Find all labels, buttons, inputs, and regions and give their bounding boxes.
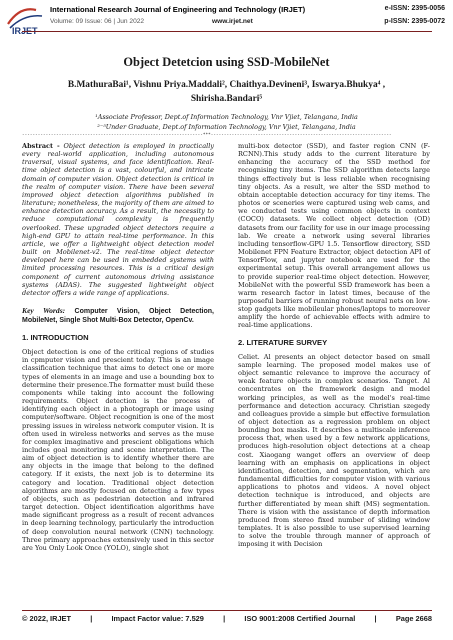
copyright: © 2022, IRJET — [22, 614, 71, 623]
journal-footer — [22, 614, 432, 623]
journal-header — [0, 0, 453, 42]
volume-issue: Volume: 09 Issue: 06 | Jun 2022 — [50, 18, 145, 25]
keywords-label: Key Words: — [22, 305, 66, 315]
affiliation-1: ¹Associate Professor, Dept.of Information Technology, Vnr Vjiet, Telangana, India — [95, 113, 358, 121]
introduction-continued: multi-box detector (SSD), and faster region CNN (F-RCNN).This study adds to the current literature by enhancing the accuracy of the SSD method for recognising tiny items. The SSD algorithm detects large things effectively but is less reliable when recognising tiny objects. As a result, we alter the SSD method to obtain acceptable detection accuracy for tiny items. The photos or sceneries were captured using web cams, and we conducted tests using common objects in context (COCO) datasets. We collect object detection (OD) datasets from our facility for use in our image processing lab. We create a network using several libraries including tensorflow-GPU 1.5. Tensorflow directory, SSD Mobilenet FPN Feature Extractor, object detection API of TensorFlow, and jupyter notebook are used for the experimental setup. This overall arrangement allows us to provide superior real-time object detection. However, MobileNet with the powerful SSD framework has been a warm research factor in latest times, because of the purposeful barriers of running robust neural nets on low-stop gadgets like mobileular phones/laptops to moreover amplify the horde of achievable effects with admire to real-time applications. — [238, 142, 430, 330]
keywords-text: Computer Vision, Object Detection, MobileNet, Single Shot Multi-Box Detector, OpenCv. — [22, 307, 215, 324]
keywords — [22, 306, 214, 325]
iso-certification: ISO 9001:2008 Certified Journal — [244, 614, 356, 623]
logo-text: IRJET — [12, 26, 38, 36]
literature-survey-text: Celiet. Al presents an object detector based on small sample learning. The proposed model makes use of object semantic relevance to improve the accuracy of weak feature objects in complex scenarios. Tanget. Al concentrates on the framework design and model working principles, as well as the model's real-time performance and detection accuracy. Christian szegedy and colleagues provide a simple but effective formulation of object detection as a regression problem on object bounding box masks. It describes a multiscale inference process that, when used by a few network applications, produces high-resolution object detections at a cheap cost. Xiaogang wanget offers an overview of deep learning with an emphasis on applications in object identification, detection, and segmentation, which are fundamental difficulties for computer vision with various applications to photos and videos. A novel object detection technique is introduced, and objects are further differentiated by mean shift (MS) segmentation. There is vision with the assistance of depth information produced from stereo fixed number of sliding window templates. It is also possible to use supervised learning to solve the trouble through manner of approach of imposing it with Decision — [238, 352, 430, 549]
footer-divider: | — [374, 614, 377, 623]
introduction-text: Object detection is one of the critical regions of studies in cpmputer vision and prescient today. This is an image classification technique that aims to detect one or more types of elements in an image and use a bounding box to determine their presence.The formatter must build these components while taking into account the following requirements. Object detection is the process of identifying each object in a photograph or image using computer/software. Object recognition is one of the most pressing issues in wireless network computer vision. It is often used in wireless networks and serves as the muse for complex imaginative and prescient obligations which includes goal monitoring and scene interpretation. The aim of object detection is to identify whether there are any objects in the image that belong to the defined category. If it exists, the next job is to determine its category and location. Traditional object detection algorithms are mostly focused on detecting a few types of objects, such as pedestrian detection and infrared target detection. Object identification algorithms have made significant progress as a result of recent advances in deep learning technology, particularly the introduction of deep convolution neural network (CNN) technology. Three primary approaches extensively used in this sector are You Only Look Once (YOLO), single shot — [22, 348, 214, 552]
impact-factor: Impact Factor value: 7.529 — [111, 614, 204, 623]
abstract-label: Abstract - — [22, 142, 60, 150]
abstract — [22, 142, 214, 297]
paper-title: Object Detetcion using SSD-MobileNet — [123, 55, 330, 69]
p-issn: p-ISSN: 2395-0072 — [384, 18, 445, 25]
authors-line-1: B.MathuraBai¹, Vishnu Priya.Maddali², Chaithya.Devineni³, Iswarya.Bhukya⁴ , — [67, 80, 386, 90]
page-number: Page 2668 — [395, 614, 432, 623]
journal-website[interactable]: www.irjet.net — [212, 18, 253, 25]
header-rule — [22, 31, 432, 32]
e-issn: e-ISSN: 2395-0056 — [384, 5, 445, 12]
left-column — [22, 142, 214, 552]
journal-title: International Research Journal of Engineering and Technology (IRJET) — [50, 5, 306, 14]
section-heading-introduction: 1. INTRODUCTION — [22, 332, 89, 342]
affiliation-2: ²⁻⁵Under Graduate, Dept.of Information Technology, Vnr Vjiet, Telangana, India — [97, 123, 356, 131]
section-heading-literature-survey: 2. LITERATURE SURVEY — [238, 337, 328, 347]
authors-line-2: Shirisha.Bandari⁵ — [190, 94, 263, 104]
footer-divider: | — [90, 614, 93, 623]
footer-divider: | — [223, 614, 226, 623]
footer-rule — [22, 610, 432, 611]
abstract-text: Object detection is employed in practically every real-world application, including autonomous traversal, visual systems, and face identification. Real-time object detection is a vast, colourful, and intricate domain of computer vision. Object detection is critical in the realm of computer vision. There have been several improved object detection algorithms published in literature; nonetheless, the majority of them are aimed to enhance detection accuracy. As a result, the necessity to reduce computational complexity is frequently overlooked. These upgraded object detectors require a high-end GPU to attain real-time performance. In this article, we offer a lightweight object detection model built on Mobilenet-v2. The real-time object detector developed here can be used in embedded systems with limited processing resources. This is a critical design component of current autonomous driving assistance systems (ADAS). The suggested lightweight object detector offers a wide range of applications. — [22, 142, 214, 297]
section-separator: ---------------------------------------------------------------------***--------------------------------------------------------------------- — [22, 132, 392, 137]
right-column — [238, 142, 430, 549]
